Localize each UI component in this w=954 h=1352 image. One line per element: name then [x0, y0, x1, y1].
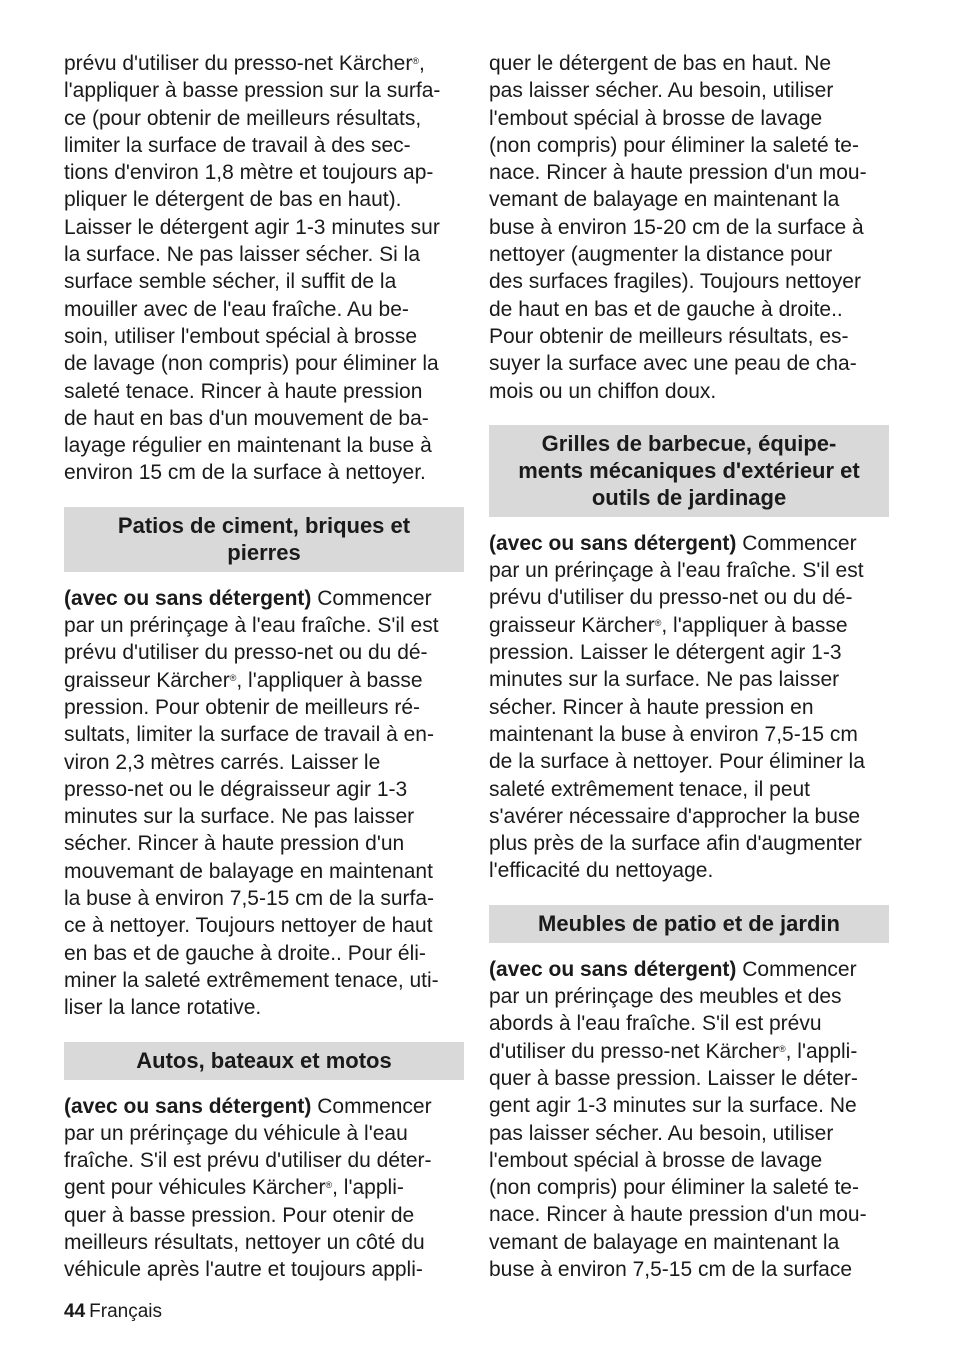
text-line: layage régulier en maintenant la buse à [64, 434, 432, 458]
registered-mark: ® [778, 1043, 786, 1054]
text-fragment: , l'appliquer à basse [236, 668, 423, 692]
detergent-note: (avec ou sans détergent) [64, 1094, 312, 1118]
section-heading-patios [64, 507, 464, 572]
text-line: pas laisser sécher. Au besoin, utiliser [489, 1121, 834, 1145]
registered-mark: ® [654, 617, 662, 628]
text-line: nace. Rincer à haute pression d'un mou- [489, 161, 867, 185]
section-heading-vehicles [64, 1042, 464, 1080]
text-line: tions d'environ 1,8 mètre et toujours ap- [64, 161, 434, 185]
text-line: mouiller avec de l'eau fraîche. Au be- [64, 297, 409, 321]
text-line: quer le détergent de bas en haut. Ne [489, 52, 832, 75]
text-line: fraîche. S'il est prévu d'utiliser du déter- [64, 1149, 432, 1173]
text-fragment: , l'appli- [332, 1176, 404, 1200]
text-line: vemant de balayage en maintenant la [489, 188, 840, 212]
registered-mark: ® [229, 672, 237, 683]
right-column [489, 50, 889, 1283]
detergent-note: (avec ou sans détergent) [489, 957, 737, 981]
text-line: viron 2,3 mètres carrés. Laisser le [64, 750, 381, 774]
text-line: minutes sur la surface. Ne pas laisser [489, 668, 840, 692]
text-fragment: , l'appliquer à basse [661, 613, 848, 637]
text-line: par un prérinçage des meubles et des [489, 985, 842, 1009]
text-line: vemant de balayage en maintenant la [489, 1230, 840, 1254]
text-line: l'appliquer à basse pression sur la surfa- [64, 79, 441, 103]
heading-line: Patios de ciment, briques et [117, 512, 411, 538]
heading-line: outils de jardinage [591, 484, 787, 510]
text-line: de la surface à nettoyer. Pour éliminer la [489, 750, 865, 774]
text-line: (non compris) pour éliminer la saleté te- [489, 133, 859, 157]
text-line: sultats, limiter la surface de travail à en- [64, 723, 434, 747]
section-heading-barbecue [489, 425, 889, 517]
text-line: l'embout spécial à brosse de lavage [489, 106, 823, 130]
text-line: prévu d'utiliser du presso-net ou du dé- [64, 641, 428, 665]
detergent-note: (avec ou sans détergent) [489, 531, 737, 555]
text-line: limiter la surface de travail à des sec- [64, 133, 411, 157]
intro-paragraph-left [64, 50, 464, 487]
text-line: surface semble sécher, il suffit de la [64, 270, 397, 294]
text-line: ce (pour obtenir de meilleurs résultats, [64, 106, 422, 130]
text-line: abords à l'eau fraîche. S'il est prévu [489, 1012, 822, 1036]
text-line: la surface. Ne pas laisser sécher. Si la [64, 243, 420, 267]
text-line: minutes sur la surface. Ne pas laisser [64, 805, 415, 829]
text-fragment: graisseur Kärcher [64, 668, 230, 692]
text-fragment: , [419, 52, 425, 75]
text-line: pression. Pour obtenir de meilleurs ré- [64, 695, 420, 719]
text-line: saleté tenace. Rincer à haute pression [64, 379, 423, 403]
text-line: en bas et de gauche à droite.. Pour éli- [64, 941, 426, 965]
text-fragment: Commencer [736, 531, 857, 555]
page-footer [64, 1301, 162, 1323]
text-line: ce à nettoyer. Toujours nettoyer de haut [64, 914, 433, 938]
text-line: nettoyer (augmenter la distance pour [489, 243, 833, 267]
page-language: Français [89, 1301, 162, 1322]
section-paragraph-patios [64, 585, 464, 1022]
registered-mark: ® [412, 56, 419, 66]
heading-line: Grilles de barbecue, équipe- [541, 430, 837, 456]
text-line: pliquer le détergent de bas en haut). [64, 188, 402, 212]
left-column [64, 50, 464, 1284]
heading-line: ments mécaniques d'extérieur et [518, 457, 860, 483]
text-line: meilleurs résultats, nettoyer un côté du [64, 1230, 425, 1254]
text-line: (non compris) pour éliminer la saleté te- [489, 1176, 859, 1200]
text-line: de haut en bas d'un mouvement de ba- [64, 406, 429, 430]
text-line: plus près de la surface afin d'augmenter [489, 832, 862, 856]
text-line: quer à basse pression. Pour otenir de [64, 1203, 415, 1227]
text-fragment: Commencer [736, 957, 857, 981]
text-fragment: Commencer [311, 586, 432, 610]
text-fragment: d'utiliser du presso-net Kärcher [489, 1039, 779, 1063]
text-line: presso-net ou le dégraisseur agir 1-3 [64, 777, 408, 801]
text-line: nace. Rincer à haute pression d'un mou- [489, 1203, 867, 1227]
text-line: sécher. Rincer à haute pression en [489, 695, 814, 719]
text-line: gent agir 1-3 minutes sur la surface. Ne [489, 1094, 857, 1118]
text-line: miner la saleté extrêmement tenace, uti- [64, 968, 439, 992]
text-line: buse à environ 15-20 cm de la surface à [489, 215, 864, 239]
text-line: véhicule après l'autre et toujours appli- [64, 1258, 423, 1282]
text-line: par un prérinçage du véhicule à l'eau [64, 1121, 408, 1145]
text-line: Pour obtenir de meilleurs résultats, es- [489, 324, 849, 348]
text-line: sécher. Rincer à haute pression d'un [64, 832, 405, 856]
text-line: maintenant la buse à environ 7,5-15 cm [489, 722, 858, 746]
text-line: par un prérinçage à l'eau fraîche. S'il est [64, 614, 439, 638]
text-line: mouvemant de balayage en maintenant [64, 859, 433, 883]
text-line: s'avérer nécessaire d'approcher la buse [489, 804, 861, 828]
detergent-note: (avec ou sans détergent) [64, 586, 312, 610]
text-line: prévu d'utiliser du presso-net ou du dé- [489, 586, 853, 610]
registered-mark: ® [325, 1180, 333, 1191]
section-paragraph-barbecue [489, 530, 889, 885]
text-fragment: graisseur Kärcher [489, 613, 655, 637]
text-line: l'embout spécial à brosse de lavage [489, 1148, 823, 1172]
text-line: pression. Laisser le détergent agir 1-3 [489, 641, 842, 665]
heading-line: Meubles de patio et de jardin [538, 910, 840, 936]
text-line: liser la lance rotative. [64, 996, 262, 1020]
text-line: pas laisser sécher. Au besoin, utiliser [489, 79, 834, 103]
text-line: soin, utiliser l'embout spécial à brosse [64, 324, 418, 348]
text-line: l'efficacité du nettoyage. [489, 859, 714, 883]
heading-line: pierres [227, 539, 301, 565]
intro-paragraph-right [489, 50, 889, 405]
text-line: par un prérinçage à l'eau fraîche. S'il est [489, 559, 864, 583]
text-fragment: gent pour véhicules Kärcher [64, 1176, 326, 1200]
section-paragraph-furniture [489, 956, 889, 1284]
text-line: des surfaces fragiles). Toujours nettoyer [489, 270, 861, 294]
text-line: mois ou un chiffon doux. [489, 379, 717, 403]
text-line: Laisser le détergent agir 1-3 minutes sur [64, 215, 440, 239]
text-line: buse à environ 7,5-15 cm de la surface [489, 1257, 853, 1281]
text-line: suyer la surface avec une peau de cha- [489, 352, 857, 376]
text-line: prévu d'utiliser du presso-net Kärcher [64, 52, 413, 75]
page-number: 44 [64, 1301, 86, 1322]
text-line: de haut en bas et de gauche à droite.. [489, 297, 843, 321]
text-fragment: Commencer [311, 1094, 432, 1118]
text-line: environ 15 cm de la surface à nettoyer. [64, 461, 426, 485]
section-paragraph-vehicles [64, 1093, 464, 1284]
text-line: de lavage (non compris) pour éliminer la [64, 352, 439, 376]
section-heading-furniture [489, 905, 889, 943]
text-line: quer à basse pression. Laisser le déter- [489, 1066, 858, 1090]
text-line: saleté extrêmement tenace, il peut [489, 777, 811, 801]
text-fragment: , l'appli- [785, 1039, 858, 1063]
text-line: la buse à environ 7,5-15 cm de la surfa- [64, 887, 435, 911]
heading-line: Autos, bateaux et motos [136, 1047, 392, 1073]
